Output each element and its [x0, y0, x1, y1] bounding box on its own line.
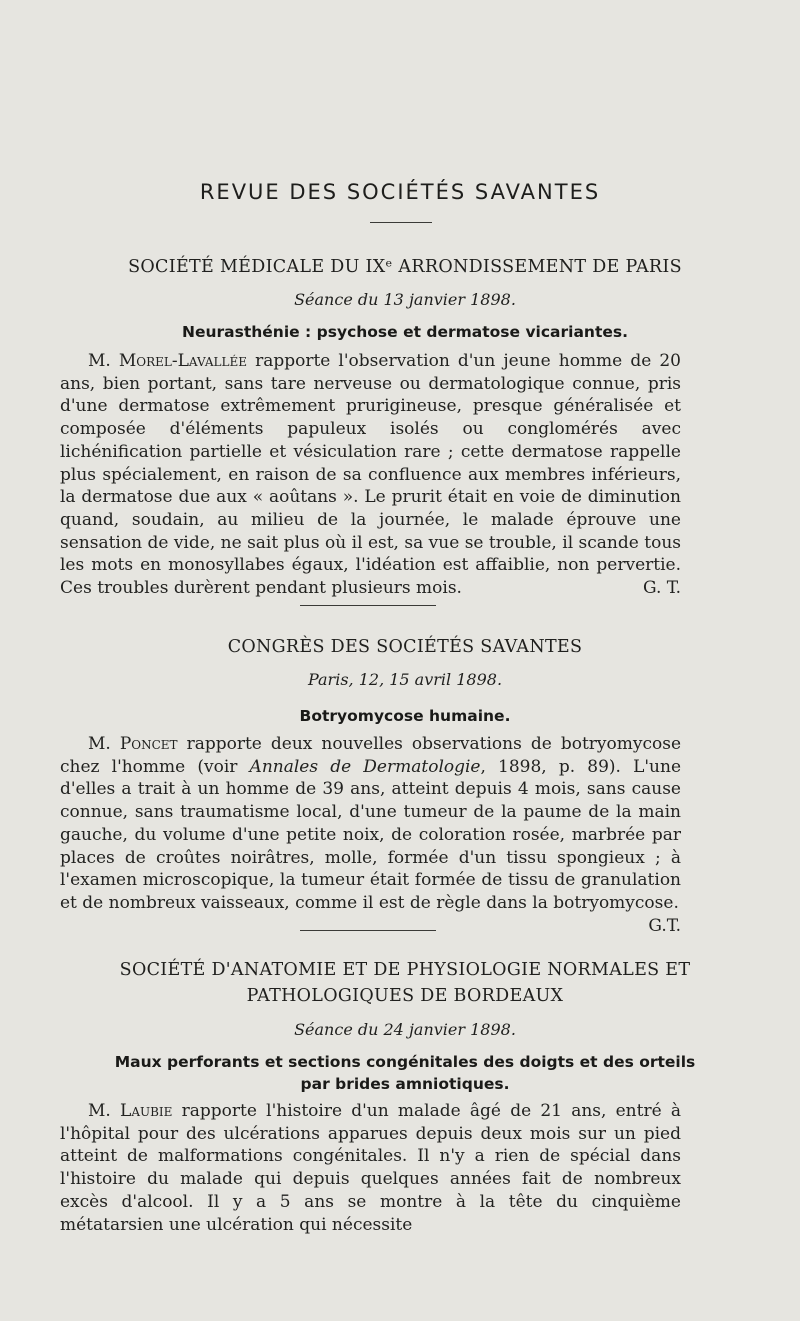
body-text-1: rapporte l'observation d'un jeune homme de 20 ans, bien portant, sans tare nerveuse ou dermatologique connue, pris d'une dermatose extrêmement prurigineuse, presque généralisée et composée d'éléments papuleux isolés ou conglomérés avec lichénification partielle et vésiculation rare ; cette dermatose rappelle plus spécialement, en raison de sa confluence aux membres inférieurs, la dermatose due aux « aoûtans ». Le prurit était en voie de diminution quand, soudain, au milieu de la journée, le malade éprouve une sensation de vide, ne sait plus où il est, sa vue se trouble, il scande tous les mots en monosyllabes égaux, l'idéation est affaiblie, non pervertie. Ces troubles durèrent pendant plusieurs mois.	[60, 351, 681, 599]
article-body-3	[60, 1100, 681, 1236]
article-heading-3-line2: par brides amniotiques.	[300, 1075, 510, 1093]
section-title-bordeaux	[60, 957, 750, 1009]
session-date-1: Séance du 13 janvier 1898.	[294, 290, 516, 309]
body-text-2b: , 1898, p. 89). L'une d'elles a trait à un homme de 39 ans, atteint depuis 4 mois, sans cause connue, sans traumatisme local, d'une tumeur de la paume de la main gauche, du volume d'une petite noix, de coloration rosée, marbrée par places de croûtes noirâtres, molle, formée d'un tissu spongieux ; à l'examen microscopique, la tumeur était formée de tissu de granulation et de nombreux vaisseaux, comme il est de règle dans la botryomycose.	[60, 756, 682, 913]
signature-1: G. T.	[642, 578, 681, 599]
article-body-2	[60, 733, 681, 937]
body-text-2a: rapporte deux nouvelles observations de botryomycose chez l'homme (voir	[60, 734, 682, 777]
separator-1	[300, 605, 436, 606]
author-2: M. Poncet	[88, 734, 178, 754]
article-heading-2: Botryomycose humaine.	[299, 707, 511, 725]
section-title-bordeaux-line1: SOCIÉTÉ D'ANATOMIE ET DE PHYSIOLOGIE NORMALES ET	[119, 960, 691, 980]
author-1: M. Morel-Lavallée	[88, 351, 247, 371]
section-title-medicale: SOCIÉTÉ MÉDICALE DU IXᵉ ARRONDISSEMENT DE PARIS	[128, 257, 682, 277]
signature-2: G.T.	[648, 915, 681, 936]
author-3: M. Laubie	[88, 1101, 173, 1121]
separator-2	[300, 930, 436, 931]
journal-title: Annales de Dermatologie	[249, 756, 481, 777]
body-text-3: rapporte l'histoire d'un malade âgé de 21 ans, entré à l'hôpital pour des ulcérations apparues depuis deux mois sur un pied atteint de malformations congénitales. Il n'y a rien de spécial dans l'histoire du malade qui depuis quelques années fait de nombreux excès d'alcool. Il y a 5 ans se montre à la tête du cinquième métatarsien une ulcération qui nécessite	[60, 1101, 681, 1235]
page-title: REVUE DES SOCIÉTÉS SAVANTES	[199, 180, 601, 204]
article-heading-1: Neurasthénie : psychose et dermatose vicariantes.	[181, 323, 628, 341]
article-heading-3	[60, 1051, 750, 1095]
section-title-congres: CONGRÈS DES SOCIÉTÉS SAVANTES	[227, 637, 583, 657]
session-date-3: Séance du 24 janvier 1898.	[294, 1020, 516, 1039]
title-rule	[370, 222, 432, 223]
session-date-2: Paris, 12, 15 avril 1898.	[307, 670, 503, 689]
article-body-1	[60, 350, 681, 600]
article-heading-3-line1: Maux perforants et sections congénitales des doigts et des orteils	[114, 1053, 696, 1071]
section-title-bordeaux-line2: PATHOLOGIQUES DE BORDEAUX	[246, 986, 564, 1006]
